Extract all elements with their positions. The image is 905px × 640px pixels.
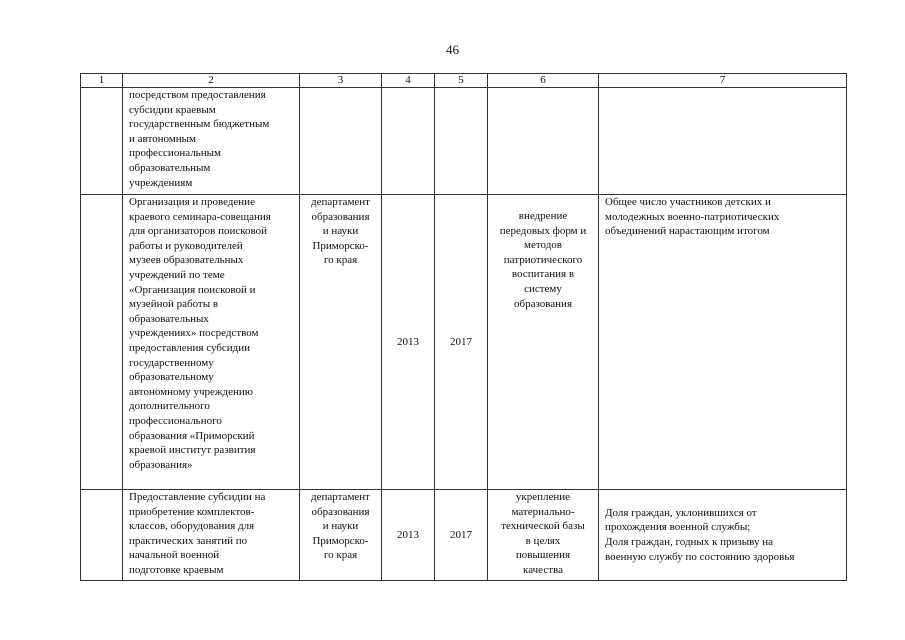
result-cell: внедрение передовых форм и методов патриотического воспитания в систему образования xyxy=(488,195,599,490)
row-number-cell xyxy=(81,490,123,581)
table-row xyxy=(81,490,847,581)
header-cell-1: 1 xyxy=(81,74,123,88)
result-cell: укрепление материально- технической базы в целях повышения качества xyxy=(488,490,599,581)
result-cell xyxy=(488,88,599,195)
start-year-cell: 2013 xyxy=(382,490,435,581)
end-year-cell: 2017 xyxy=(435,195,488,490)
indicator-cell xyxy=(599,88,847,195)
indicator-cell: Доля граждан, уклонившихся от прохождения военной службы; Доля граждан, годных к призыву на военную службу по состоянию здоровья xyxy=(599,490,847,581)
activity-cell: Организация и проведение краевого семинара-совещания для организаторов поисковой работы и руководителей музеев образовательных учреждений по теме «Организация поисковой и музейной работы в образовательных учреждениях» посредством предоставления субсидии государственному образовательному автономному учреждению дополнительного профессионального образования «Приморский краевой институт развития образования» xyxy=(123,195,300,490)
row-number-cell xyxy=(81,195,123,490)
executor-cell: департамент образования и науки Приморско- го края xyxy=(300,195,382,490)
start-year-cell xyxy=(382,88,435,195)
end-year-cell xyxy=(435,88,488,195)
header-cell-2: 2 xyxy=(123,74,300,88)
header-cell-4: 4 xyxy=(382,74,435,88)
header-cell-3: 3 xyxy=(300,74,382,88)
activity-cell: посредством предоставления субсидии краевым государственным бюджетным и автономным профессиональным образовательным учреждениям xyxy=(123,88,300,195)
start-year-cell: 2013 xyxy=(382,195,435,490)
header-cell-7: 7 xyxy=(599,74,847,88)
end-year-cell: 2017 xyxy=(435,490,488,581)
page-number: 46 xyxy=(446,42,459,57)
header-cell-5: 5 xyxy=(435,74,488,88)
indicator-cell: Общее число участников детских и молодежных военно-патриотических объединений нарастающим итогом xyxy=(599,195,847,490)
header-row xyxy=(81,74,847,88)
program-table xyxy=(80,73,847,581)
table-row xyxy=(81,195,847,490)
row-number-cell xyxy=(81,88,123,195)
header-cell-6: 6 xyxy=(488,74,599,88)
activity-cell: Предоставление субсидии на приобретение комплектов- классов, оборудования для практических занятий по начальной военной подготовке краевым xyxy=(123,490,300,581)
executor-cell: департамент образования и науки Приморско- го края xyxy=(300,490,382,581)
executor-cell xyxy=(300,88,382,195)
table-row xyxy=(81,88,847,195)
